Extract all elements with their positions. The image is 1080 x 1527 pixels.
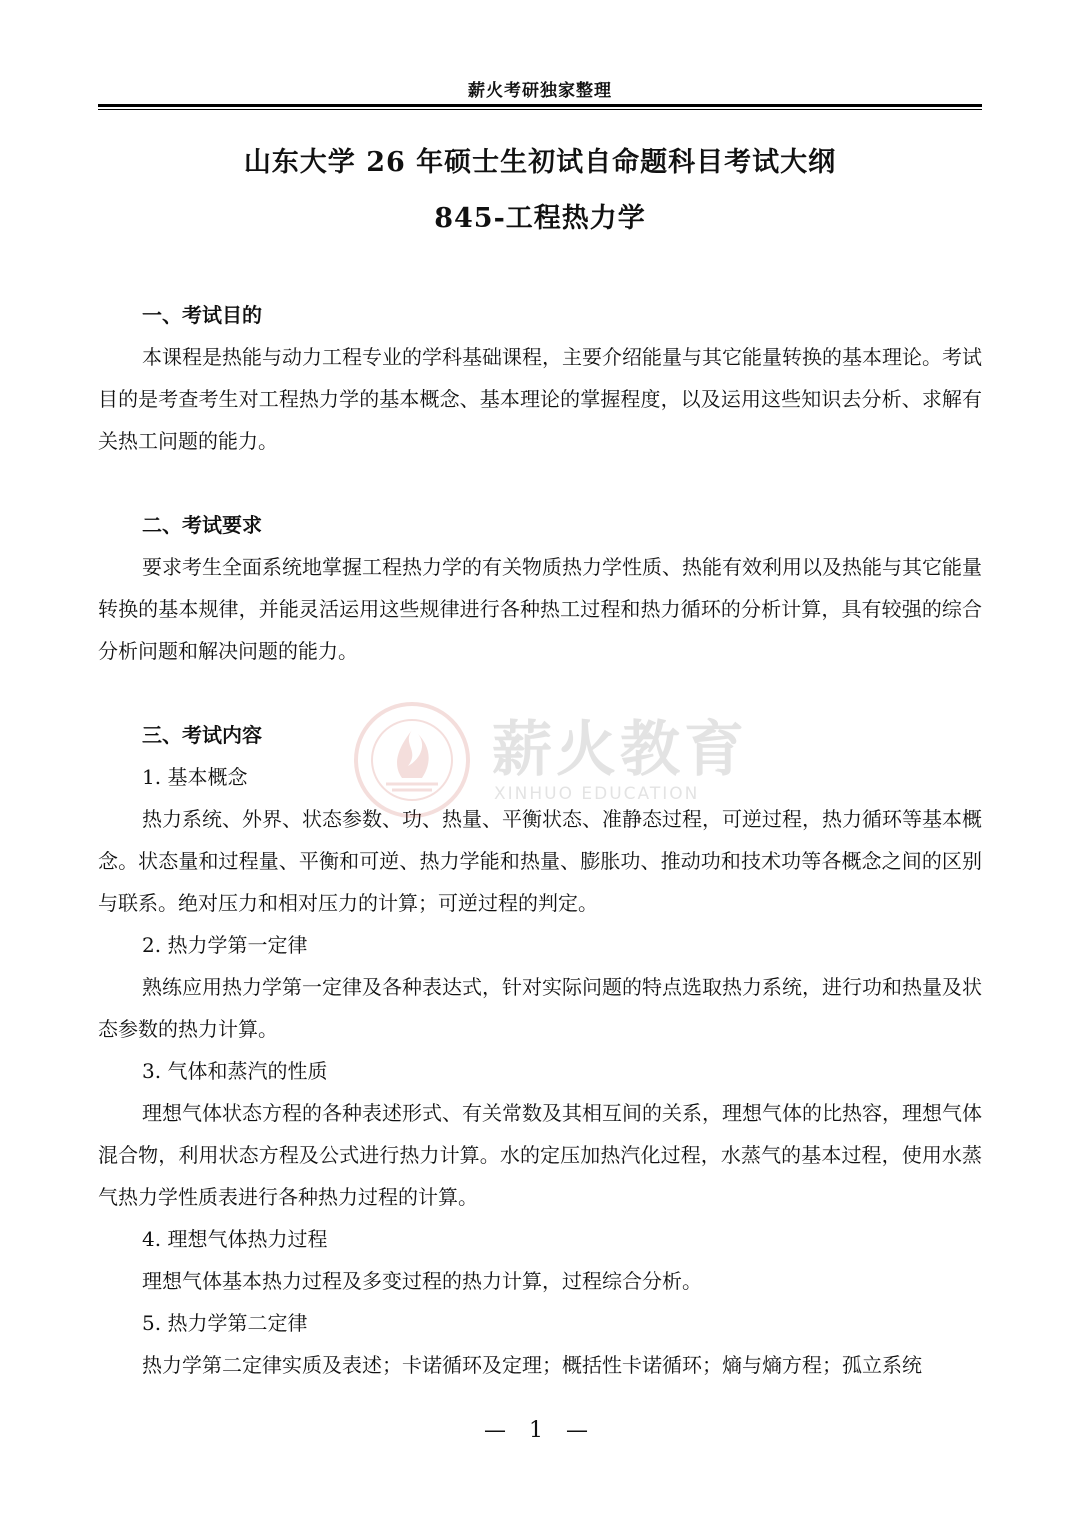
- section-body-requirements: 要求考生全面系统地掌握工程热力学的有关物质热力学性质、热能有效利用以及热能与其它能量转换的基本规律，并能灵活运用这些规律进行各种热工过程和热力循环的分析计算，具有较强的综合分析问题和解决问题的能力。: [98, 555, 982, 663]
- page-number: — 1 —: [484, 1418, 596, 1443]
- content-item-title: 2. 热力学第一定律: [142, 933, 308, 957]
- content-item-body: 热力系统、外界、状态参数、功、热量、平衡状态、准静态过程，可逆过程，热力循环等基本概念。状态量和过程量、平衡和可逆、热力学能和热量、膨胀功、推动功和技术功等各概念之间的区别与联系。绝对压力和相对压力的计算；可逆过程的判定。: [98, 807, 982, 915]
- content-item-body: 理想气体状态方程的各种表述形式、有关常数及其相互间的关系，理想气体的比热容，理想气体混合物，利用状态方程及公式进行热力计算。水的定压加热汽化过程，水蒸气的基本过程，使用水蒸气热力学性质表进行各种热力过程的计算。: [98, 1101, 982, 1209]
- section-heading-purpose: 一、考试目的: [142, 303, 262, 327]
- document-title: 山东大学 26 年硕士生初试自命题科目考试大纲: [243, 147, 837, 178]
- watermark-subtext: XINHUO EDUCATION: [494, 784, 700, 804]
- document-subtitle: 845-工程热力学: [434, 203, 646, 234]
- section-body-purpose: 本课程是热能与动力工程专业的学科基础课程，主要介绍能量与其它能量转换的基本理论。考试目的是考查考生对工程热力学的基本概念、基本理论的掌握程度，以及运用这些知识去分析、求解有关热工问题的能力。: [98, 345, 982, 453]
- section-heading-requirements: 二、考试要求: [142, 513, 262, 537]
- content-item-body: 理想气体基本热力过程及多变过程的热力计算，过程综合分析。: [142, 1269, 702, 1293]
- header-divider-thin: [98, 109, 982, 110]
- content-item-body: 热力学第二定律实质及表述；卡诺循环及定理；概括性卡诺循环；熵与熵方程；孤立系统: [142, 1353, 922, 1377]
- watermark-text: 薪火教育: [492, 715, 748, 785]
- content-item-title: 4. 理想气体热力过程: [142, 1227, 328, 1251]
- content-item-title: 3. 气体和蒸汽的性质: [142, 1059, 328, 1083]
- content-item-body: 熟练应用热力学第一定律及各种表达式，针对实际问题的特点选取热力系统，进行功和热量及状态参数的热力计算。: [98, 975, 982, 1041]
- header-divider-thick: [98, 104, 982, 107]
- document-body: [98, 294, 982, 1386]
- page-header: 薪火考研独家整理: [468, 81, 612, 101]
- section-heading-content: 三、考试内容: [142, 723, 262, 747]
- content-item-title: 1. 基本概念: [142, 765, 248, 789]
- content-item-title: 5. 热力学第二定律: [142, 1311, 308, 1335]
